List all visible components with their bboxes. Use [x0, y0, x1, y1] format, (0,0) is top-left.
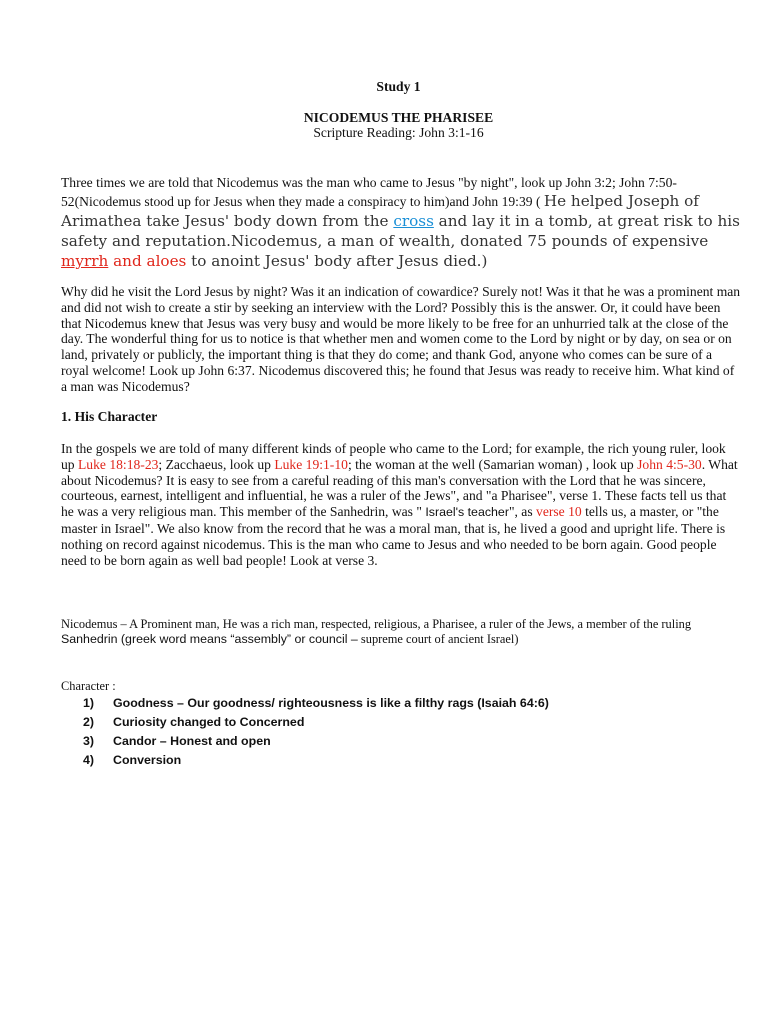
character-list [83, 694, 549, 770]
prominent-man-note [61, 617, 741, 647]
aloes-text: and aloes [108, 251, 187, 270]
scripture-reading: Scripture Reading: John 3:1-16 [313, 125, 484, 140]
intro-quote: He helped Joseph of Arimathea take Jesus' body down from the [61, 191, 699, 230]
text-span: . What about Nicodemus? It is easy to see from a careful reading of this man's conversation with the Lord that he was sincere, courteous, earnest, intelligent and influential, he was a ruler of the Jews", and "a Pharisee", verse 1. These facts tell us that he was a very religious man. This member of the Sanhedrin, was " [61, 456, 738, 520]
text-span: ; the woman at the well (Samarian woman) , look up [347, 456, 638, 472]
list-item [83, 713, 549, 732]
john-4-reference: John 4:5-30 [637, 456, 702, 472]
list-number: 1) [83, 696, 95, 710]
list-number: 3) [83, 734, 95, 748]
night-visit-paragraph: Why did he visit the Lord Jesus by night? Was it an indication of cowardice? Surely not! Was it that he was a prominent man and did not wish to create a stir by seeking an interview with the Lord? Possibly this is the answer. Or, it could have been that Nicodemus knew that Jesus was very busy and would be more likely to be free for an unhurried talk at the close of the day. The wonderful thing for us to notice is that whether men and women come to the Lord by night or by day, on sea or on land, privately or publicly, the important thing is that they do come; and thank God, anyone who comes can be sure of a royal welcome! Look up John 6:37. Nicodemus discovered this; he found that Jesus was ready to receive him. What kind of a man was Nicodemus? [61, 284, 741, 394]
intro-text: Three times we are told that Nicodemus was the man who came to Jesus "by night", look up John 3:2; John 7:50-52(Nicodemus stood up for Jesus when they made a conspiracy to him)and John 19:39 ( [61, 175, 677, 209]
list-item [83, 732, 549, 751]
text-span: Nicodemus – A Prominent man, He was a rich man, respected, religious, a Pharisee, a ruler of the Jews, a member of the ruling [61, 617, 692, 631]
list-text: Goodness – Our goodness/ righteousness is like a filthy rags (Isaiah 64:6) [113, 696, 549, 710]
list-number: 4) [83, 753, 95, 767]
intro-quote-2: and lay it in a tomb, at great risk to his safety and reputation.Nicodemus, a man of wealth, donated 75 pounds of expensive [61, 211, 740, 250]
document-title: NICODEMUS THE PHARISEE [303, 110, 494, 125]
section-heading-character: 1. His Character [61, 409, 158, 424]
luke-18-reference: Luke 18:18-23 [78, 456, 159, 472]
character-paragraph [61, 441, 741, 568]
verse-10-reference: verse 10 [536, 504, 582, 520]
character-label: Character : [61, 679, 116, 693]
list-text: Curiosity changed to Concerned [113, 715, 305, 729]
study-heading: Study 1 [376, 79, 421, 94]
intro-paragraph [61, 175, 741, 271]
myrrh-link[interactable]: myrrh [61, 251, 109, 270]
sanhedrin-text: Sanhedrin (greek word means “assembly” or council – [61, 632, 358, 646]
israel-teacher-text: Israel's teacher [425, 505, 509, 520]
cross-link[interactable]: cross [393, 211, 434, 230]
text-span: tells us, a master, or "the master in Israel". We also know from the record that he was a moral man, that is, he lived a good and upright life. There is nothing on record against nicodemus. This is the man who came to Jesus and who needed to be born again. Good people need to be born again as well bad people! Look at verse 3. [61, 504, 726, 568]
text-span: ", as [508, 504, 537, 520]
list-number: 2) [83, 715, 95, 729]
list-text: Candor – Honest and open [113, 734, 271, 748]
text-span: ; Zacchaeus, look up [158, 456, 275, 472]
text-span: supreme court of ancient Israel) [357, 632, 519, 646]
text-span: In the gospels we are told of many different kinds of people who came to the Lord; for example, the rich young ruler, look up [61, 441, 726, 472]
intro-quote-3: to anoint Jesus' body after Jesus died.) [186, 251, 488, 270]
list-item [83, 751, 549, 770]
list-item [83, 694, 549, 713]
list-text: Conversion [113, 753, 182, 767]
luke-19-reference: Luke 19:1-10 [274, 456, 348, 472]
